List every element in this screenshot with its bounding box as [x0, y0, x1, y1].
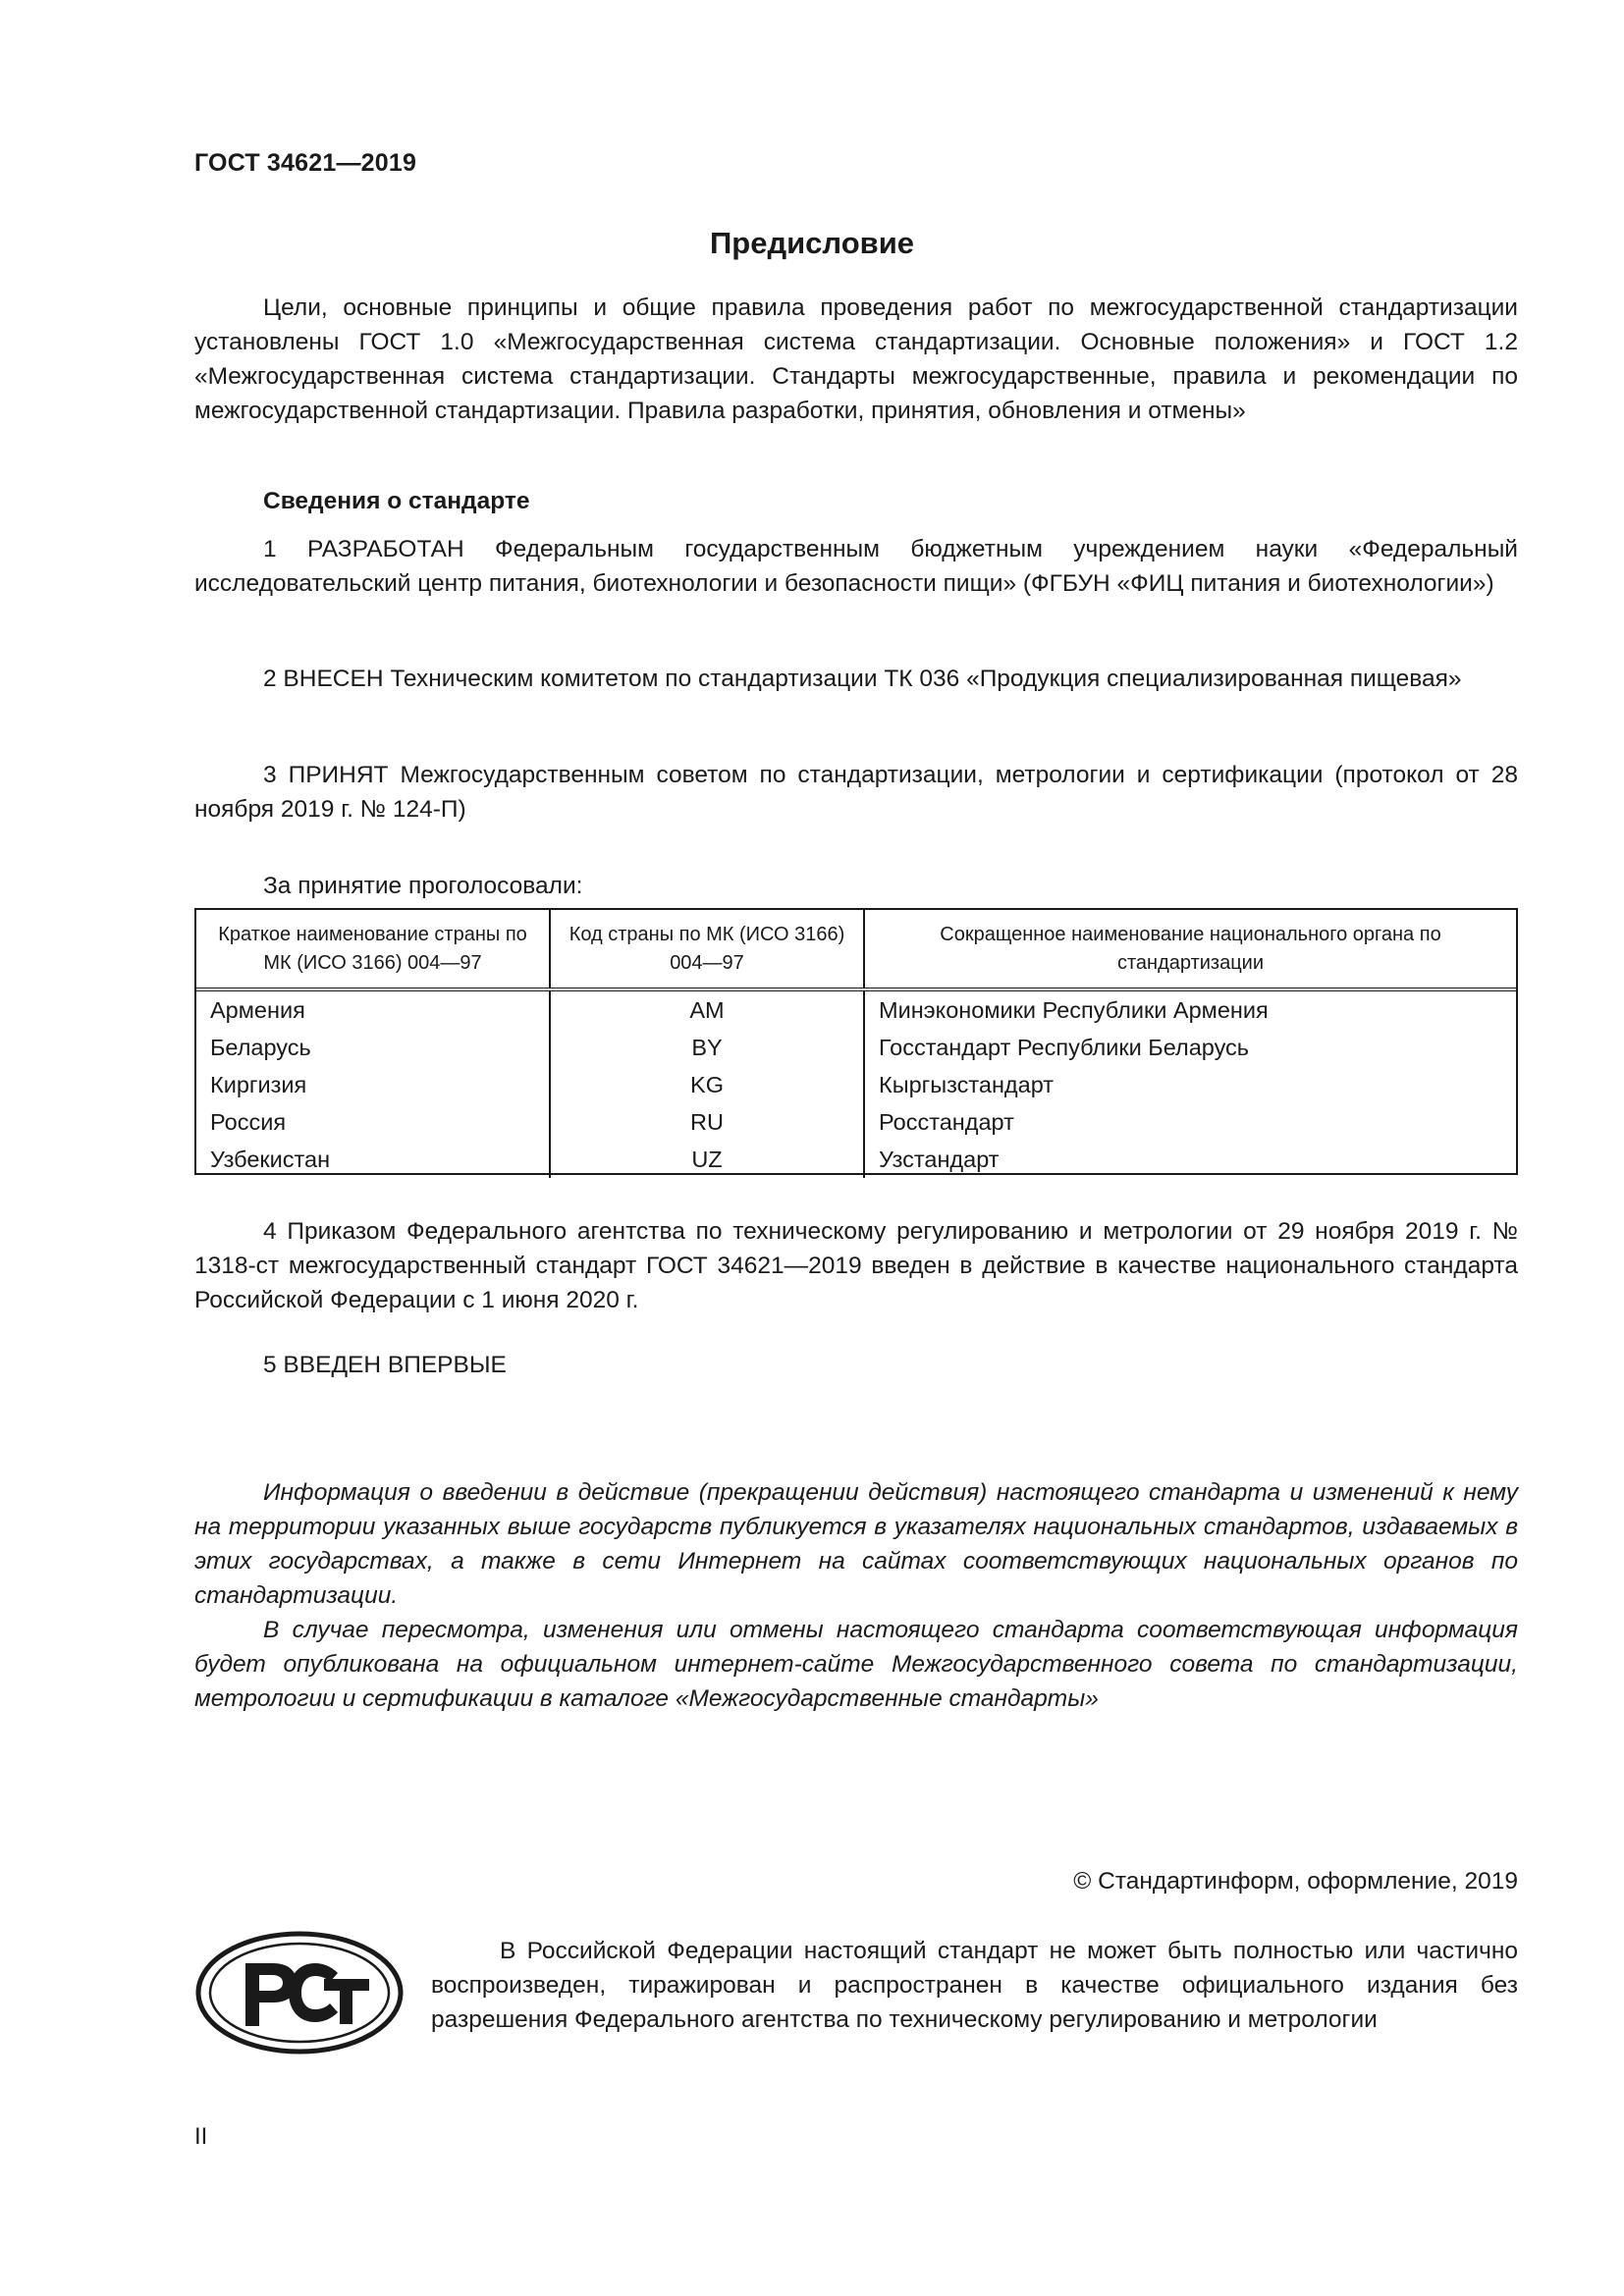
- page-title: Предисловие: [709, 226, 914, 260]
- cell-standards-body: Минэкономики Республики Армения: [864, 989, 1516, 1029]
- page-number: II: [194, 2123, 208, 2150]
- table-row: [196, 1029, 1516, 1066]
- cell-code: KG: [550, 1066, 864, 1103]
- cell-standards-body: Узстандарт: [864, 1141, 1516, 1178]
- voters-table: [194, 908, 1518, 1175]
- table-header-row: [196, 910, 1516, 989]
- table-row: [196, 989, 1516, 1029]
- cell-country: Армения: [210, 997, 305, 1023]
- intro-paragraph: [194, 291, 1518, 428]
- copyright-notice: © Стандартинформ, оформление, 2019: [1073, 1868, 1518, 1895]
- item-5: 5 ВВЕДЕН ВПЕРВЫЕ: [263, 1352, 507, 1378]
- document-id: ГОСТ 34621—2019: [194, 149, 417, 177]
- notice-paragraph-1: Информация о введении в действие (прекращении действия) настоящего стандарта и изменений к нему на территории указанных выше государств публикуется в указателях национальных стандартов, издаваемых в этих государствах, а также в сети Интернет на сайтах соответствующих национальных органов по стандартизации.: [194, 1479, 1518, 1609]
- item-4: 4 Приказом Федерального агентства по техническому регулированию и метрологии от 29 ноября 2019 г. № 1318-ст межгосударственный стандарт ГОСТ 34621—2019 введен в действие в качестве национального стандарта Российской Федерации с 1 июня 2020 г.: [194, 1218, 1518, 1313]
- cell-country: Беларусь: [210, 1035, 311, 1060]
- intro-text: Цели, основные принципы и общие правила проведения работ по межгосударственной стандартизации установлены ГОСТ 1.0 «Межгосударственная система стандартизации. Основные положения» и ГОСТ 1.2 «Межгосударственная система стандартизации. Стандарты межгосударственные, правила и рекомендации по межгосударственной стандартизации. Правила разработки, принятия, обновления и отмены»: [194, 294, 1518, 424]
- logo-text: РСТ: [194, 1930, 196, 1931]
- item-3: 3 ПРИНЯТ Межгосударственным советом по стандартизации, метрологии и сертификации (протокол от 28 ноября 2019 г. № 124-П): [194, 762, 1518, 823]
- table-row: [196, 1066, 1516, 1103]
- item-1: 1 РАЗРАБОТАН Федеральным государственным бюджетным учреждением науки «Федеральный исследовательский центр питания, биотехнологии и безопасности пищи» (ФГБУН «ФИЦ питания и биотехнологии»): [194, 536, 1518, 597]
- cell-standards-body: Росстандарт: [864, 1103, 1516, 1141]
- cell-code: RU: [550, 1103, 864, 1141]
- voted-label: За принятие проголосовали:: [263, 873, 583, 899]
- header-country: Краткое наименование страны по МК (ИСО 3166) 004—97: [196, 910, 550, 989]
- cell-country: Россия: [210, 1109, 287, 1135]
- notice-paragraph-2: В случае пересмотра, изменения или отмены настоящего стандарта соответствующая информация будет опубликована на официальном интернет-сайте Межгосударственного совета по стандартизации, метрологии и сертификации в каталоге «Межгосударственные стандарты»: [194, 1617, 1518, 1712]
- item-2: 2 ВНЕСЕН Техническим комитетом по стандартизации ТК 036 «Продукция специализированная пищевая»: [263, 666, 1462, 692]
- header-body: Сокращенное наименование национального органа по стандартизации: [864, 910, 1516, 989]
- table-row: [196, 1141, 1516, 1178]
- cell-code: UZ: [550, 1141, 864, 1178]
- cell-country: Киргизия: [210, 1072, 307, 1097]
- cell-country: Узбекистан: [210, 1147, 331, 1172]
- header-code: Код страны по МК (ИСО 3166) 004—97: [550, 910, 864, 989]
- table-row: [196, 1103, 1516, 1141]
- info-heading: Сведения о стандарте: [263, 488, 530, 514]
- cell-standards-body: Кыргызстандарт: [864, 1066, 1516, 1103]
- rst-certification-mark-icon: [194, 1930, 405, 2056]
- cell-code: BY: [550, 1029, 864, 1066]
- cell-standards-body: Госстандарт Республики Беларусь: [864, 1029, 1516, 1066]
- cell-code: AM: [550, 989, 864, 1029]
- rights-notice: В Российской Федерации настоящий стандарт не может быть полностью или частично воспроизведен, тиражирован и распространен в качестве официального издания без разрешения Федерального агентства по техническому регулированию и метрологии: [431, 1938, 1518, 2033]
